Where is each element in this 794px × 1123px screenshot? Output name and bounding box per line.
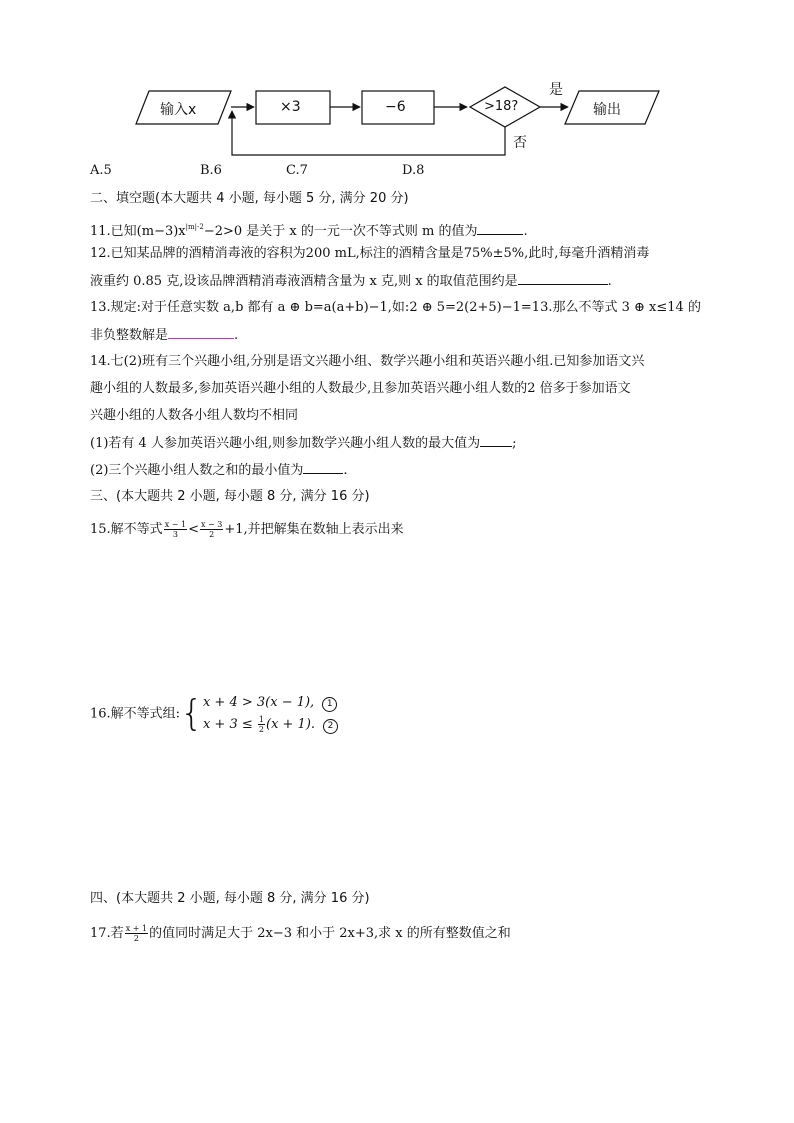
q11-prefix: 11.已知(m−3)x	[90, 224, 186, 239]
question-13-line1: 13.规定:对于任意实数 a,b 都有 a ⊕ b=a(a+b)−1,如:2 ⊕ 5=2(2+5)−1=13.那么不等式 3 ⊕ x≤14 的	[90, 300, 701, 315]
q16-row1	[203, 692, 338, 714]
q15-fraction-1	[164, 520, 187, 539]
q15-f1-den: 3	[172, 530, 178, 539]
q14-sub2-blank[interactable]	[303, 461, 343, 474]
flow-condition-label: >18?	[484, 99, 519, 114]
q16-half	[258, 715, 265, 734]
q16-brace: {	[180, 693, 203, 734]
q17-f-num: x + 1	[125, 924, 148, 933]
q17-suffix: 的值同时满足大于 2x−3 和小于 2x+3,求 x 的所有整数值之和	[149, 926, 511, 941]
q14-sub2-end: .	[343, 463, 348, 478]
q11-end: .	[523, 224, 528, 239]
q16-half-num: 1	[258, 715, 264, 724]
question-14-line3: 兴趣小组的人数各小组人数均不相同	[90, 408, 299, 423]
q17-prefix: 17.若	[90, 926, 124, 941]
question-16	[90, 692, 338, 737]
question-12-line2	[90, 272, 612, 291]
q17-f-den: 2	[133, 934, 139, 943]
question-14-sub2	[90, 461, 348, 480]
q14-sub1-text: (1)若有 4 人参加英语兴趣小组,则参加数学兴趣小组人数的最大值为	[90, 436, 481, 451]
q16-half-den: 2	[258, 725, 264, 734]
flow-times-label: ×3	[280, 99, 301, 115]
question-14-line1: 14.七(2)班有三个兴趣小组,分别是语文兴趣小组、数学兴趣小组和英语兴趣小组.已知参加语文兴	[90, 354, 645, 369]
section3-title: 三、(本大题共 2 小题, 每小题 8 分, 满分 16 分)	[90, 489, 370, 504]
flow-input-label: 输入x	[160, 102, 197, 118]
flow-no-label: 否	[513, 135, 527, 151]
q11-suffix: −2>0 是关于 x 的一元一次不等式则 m 的值为	[203, 224, 478, 239]
section2-title: 二、填空题(本大题共 4 小题, 每小题 5 分, 满分 20 分)	[90, 191, 409, 206]
q15-prefix: 15.解不等式	[90, 522, 163, 537]
option-d: D.8	[402, 163, 425, 178]
q16-row2	[203, 714, 338, 736]
q13-line2-text: 非负整数解是	[90, 328, 169, 343]
flow-minus-label: −6	[385, 99, 406, 115]
question-13-line2	[90, 326, 238, 345]
question-11	[90, 218, 528, 241]
q12-answer-blank[interactable]	[518, 272, 608, 285]
flow-output-label: 输出	[593, 102, 621, 118]
q15-f2-den: 2	[209, 530, 215, 539]
q16-prefix: 16.解不等式组:	[90, 706, 181, 722]
question-17	[90, 924, 511, 943]
q16-row2-pre: x + 3 ≤	[202, 717, 253, 732]
q15-suffix: +1,并把解集在数轴上表示出来	[224, 522, 404, 537]
flowchart	[0, 0, 794, 160]
q11-exponent: |m|-2	[185, 223, 204, 231]
section4-title: 四、(本大题共 2 小题, 每小题 8 分, 满分 16 分)	[90, 891, 370, 906]
q17-fraction	[125, 924, 148, 943]
option-c: C.7	[286, 163, 308, 178]
q14-sub1-end: ;	[512, 436, 517, 451]
question-12-line1: 12.已知某品牌的酒精消毒液的容积为200 mL,标注的酒精含量是75%±5%,此时,每毫升酒精消毒	[90, 246, 650, 261]
flow-yes-label: 是	[549, 82, 563, 98]
question-15	[90, 520, 404, 539]
q15-lt: <	[188, 522, 199, 537]
question-14-line2: 趣小组的人数最多,参加英语兴趣小组的人数最少,且参加英语兴趣小组人数的2 倍多于参加语文	[90, 381, 631, 396]
q16-row2-post: (x + 1).	[266, 717, 316, 732]
loop-back-arrow	[232, 111, 505, 155]
q15-fraction-2	[200, 520, 223, 539]
q15-f2-num: x − 3	[200, 520, 223, 529]
question-14-sub1	[90, 434, 516, 453]
q12-end: .	[607, 274, 612, 289]
q16-row1-mark: 1	[322, 697, 337, 712]
q13-end: .	[234, 328, 239, 343]
q13-answer-blank[interactable]	[168, 326, 234, 339]
q16-system	[203, 692, 338, 736]
q14-sub1-blank[interactable]	[480, 434, 512, 447]
option-a: A.5	[90, 163, 112, 178]
q12-line2-text: 液重约 0.85 克,设该品牌酒精消毒液酒精含量为 x 克,则 x 的取值范围约是	[90, 274, 518, 289]
option-b: B.6	[200, 163, 222, 178]
q14-sub2-text: (2)三个兴趣小组人数之和的最小值为	[90, 463, 304, 478]
q16-row2-mark: 2	[323, 719, 338, 734]
q11-answer-blank[interactable]	[477, 222, 523, 235]
q15-f1-num: x − 1	[164, 520, 187, 529]
q16-row1-text: x + 4 > 3(x − 1),	[202, 695, 315, 710]
